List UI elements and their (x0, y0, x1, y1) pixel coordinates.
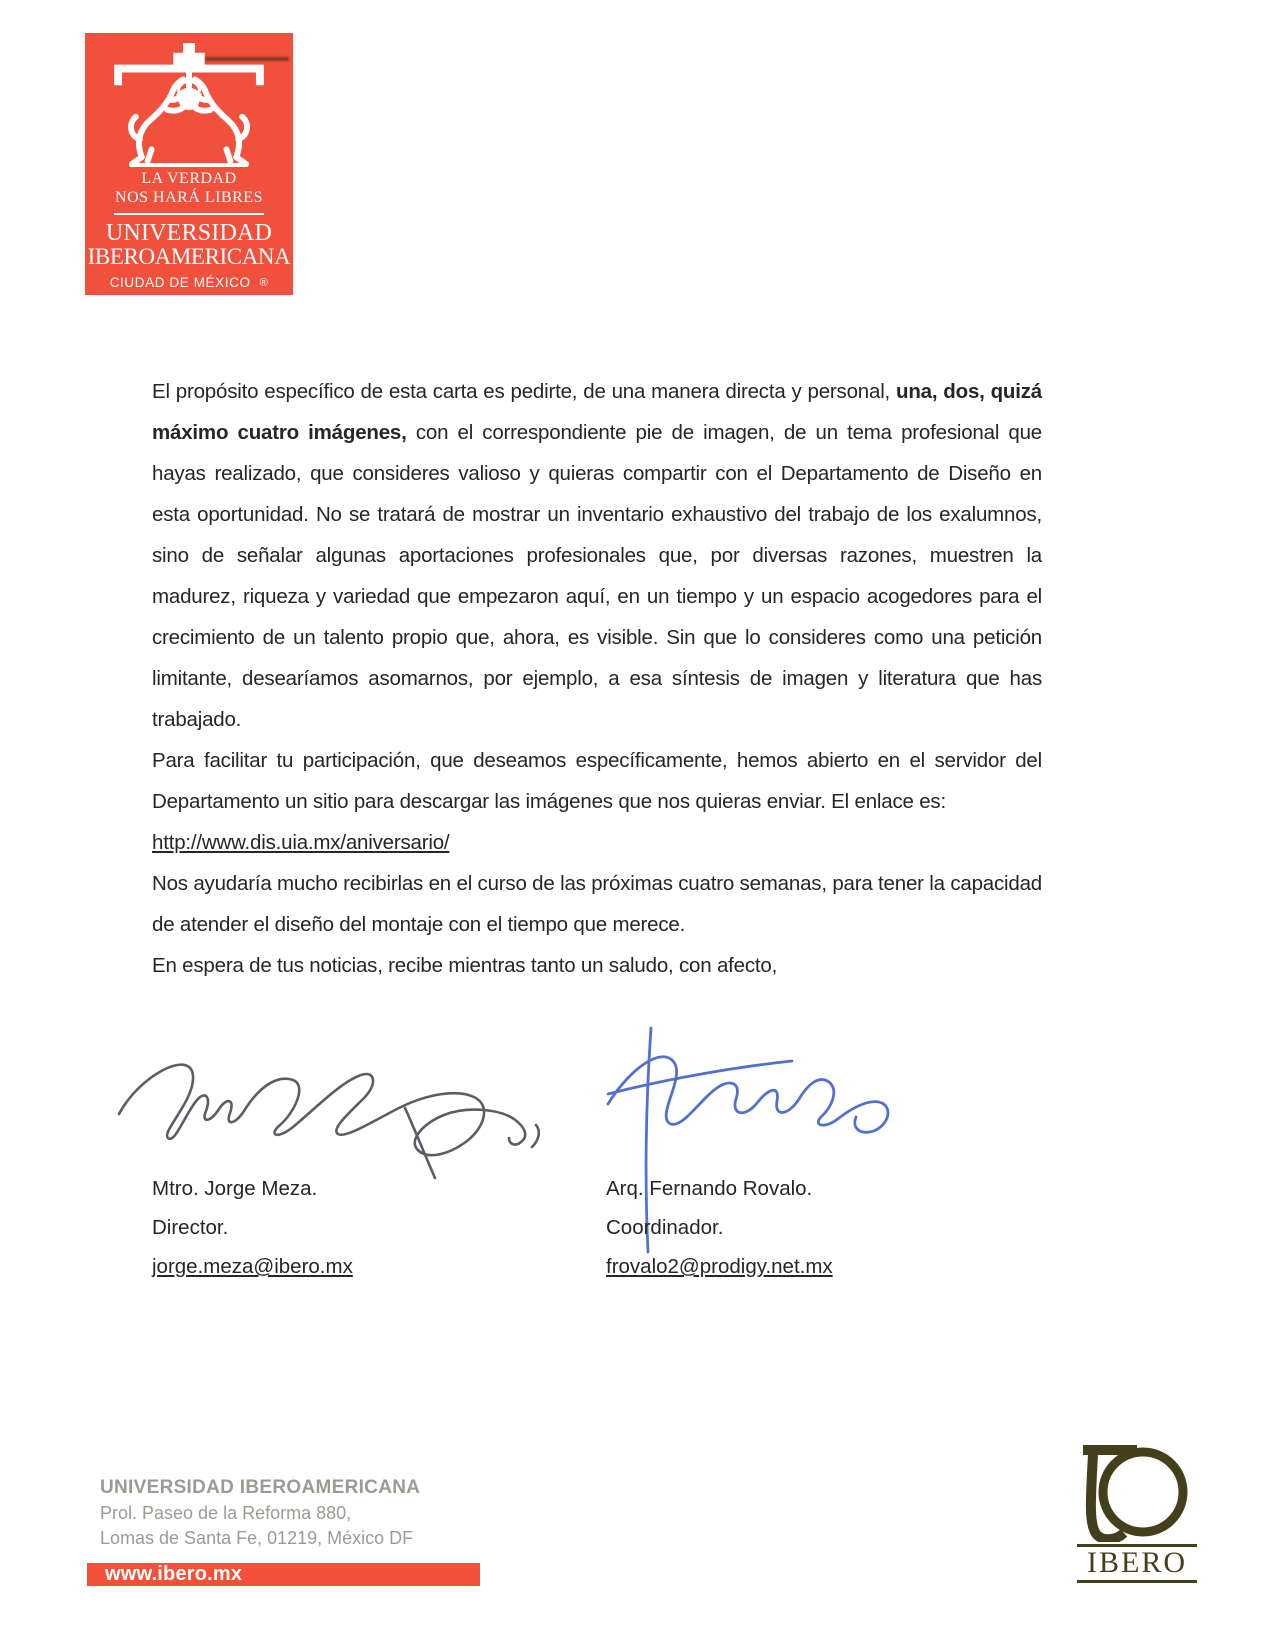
university-name-line-1: UNIVERSIDAD (105, 220, 273, 246)
signer-email-link[interactable]: jorge.meza@ibero.mx (152, 1255, 353, 1278)
upload-site-link[interactable]: http://www.dis.uia.mx/aniversario/ (152, 831, 450, 854)
paragraph-farewell: En espera de tus noticias, recibe mientras tanto un saludo, con afecto, (152, 954, 778, 977)
signer-name: Mtro. Jorge Meza. (152, 1177, 318, 1200)
jorge-meza-signature-icon (105, 1030, 550, 1185)
letterhead-divider (114, 213, 264, 215)
signer-email-link[interactable]: frovalo2@prodigy.net.mx (606, 1255, 833, 1278)
motto-line-1: LA VERDAD (141, 170, 237, 187)
paragraph-request (152, 371, 1042, 740)
paragraph-request-bold-emphasis: una, dos, quizá máximo cuatro imágenes, (152, 380, 1042, 444)
footer-address-line-2: Lomas de Santa Fe, 01219, México DF (100, 1528, 414, 1548)
scan-artifact (205, 57, 289, 61)
paragraph-request-end: con el correspondiente pie de imagen, de un tema profesional que hayas realizado, que consideres valioso y quieras compartir con el Departamento de Diseño en esta oportunidad. No se tratará de mostrar un inventario exhaustivo del trabajo de los exalumnos, sino de señalar algunas aportaciones profesionales que, por diversas razones, muestren la madurez, riqueza y variedad que empezaron aquí, en un tiempo y un espacio acogedores para el crecimiento de un talento propio que, ahora, es visible. Sin que lo consideres como una petición limitante, desearíamos asomarnos, por ejemplo, a esa síntesis de imagen y literatura que has trabajado. (152, 421, 1043, 731)
campus-city-label: CIUDAD DE MÉXICO ® (109, 275, 269, 290)
registered-trademark-symbol: ® (259, 277, 269, 289)
university-name-line-2: IBEROAMERICANA (87, 244, 291, 269)
paragraph-request-start: El propósito específico de esta carta es pedirte, de una manera directa y personal, (152, 380, 897, 403)
ibero-logo-rule-bottom (1077, 1580, 1197, 1583)
signer-name: Arq. Fernando Rovalo. (606, 1177, 813, 1200)
ibero-70-anniversary-logo (1075, 1440, 1200, 1592)
paragraph-participation: Para facilitar tu participación, que deseamos específicamente, hemos abierto en el servidor del Departamento un sitio para descargar las imágenes que nos quieras enviar. El enlace es: (152, 749, 1042, 813)
signer-title: Coordinador. (606, 1216, 724, 1239)
university-motto (85, 169, 293, 207)
university-letterhead-logo (85, 33, 293, 295)
ibero-70-mark-icon (1075, 1440, 1200, 1542)
motto-line-2: NOS HARÁ LIBRES (115, 189, 263, 206)
signer-title: Director. (152, 1216, 229, 1239)
footer-address-line-1: Prol. Paseo de la Reforma 880, (100, 1503, 352, 1523)
letter-body (152, 371, 1042, 986)
website-url[interactable]: www.ibero.mx (105, 1563, 243, 1585)
signer-block-right (606, 1176, 1026, 1293)
university-name (85, 221, 293, 269)
footer-address-block (100, 1475, 420, 1551)
ibero-logo-wordmark: IBERO (1087, 1546, 1187, 1579)
upload-link-line (152, 822, 1042, 863)
website-bar (87, 1563, 480, 1586)
signer-block-left (152, 1176, 572, 1293)
paragraph-deadline: Nos ayudaría mucho recibirlas en el curso de las próximas cuatro semanas, para tener la capacidad de atender el diseño del montaje con el tiempo que merece. (152, 872, 1042, 936)
footer-university-name: UNIVERSIDAD IBEROAMERICANA (100, 1477, 421, 1498)
